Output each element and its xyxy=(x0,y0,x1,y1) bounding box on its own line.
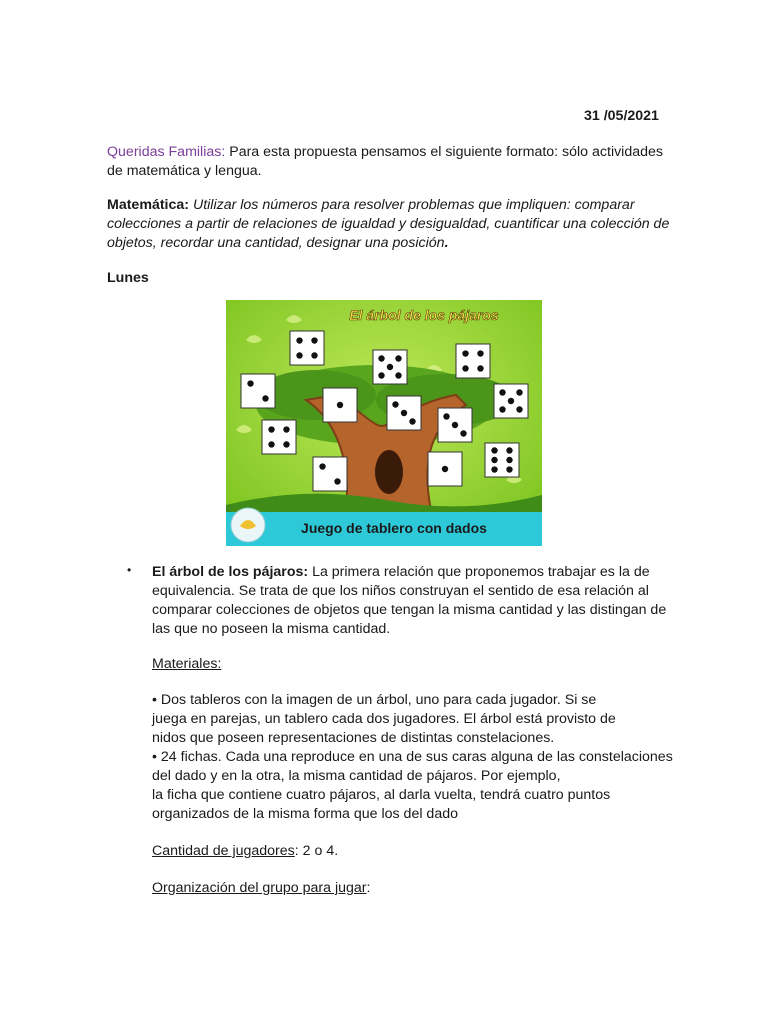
board-game-image xyxy=(226,300,542,546)
materials-line-4: • 24 fichas. Cada una reproduce en una de sus caras alguna de las constelaciones xyxy=(152,749,673,765)
organization-label: Organización del grupo para jugar xyxy=(152,880,367,896)
die-4 xyxy=(290,331,324,365)
materials-line-1: • Dos tableros con la imagen de un árbol, uno para cada jugador. Si se xyxy=(152,692,597,708)
players-line xyxy=(152,842,338,861)
day-heading: Lunes xyxy=(107,270,149,286)
board-title: El árbol de los pájaros xyxy=(349,307,499,323)
bullet-icon: • xyxy=(127,563,132,577)
document-date: 31 /05/2021 xyxy=(584,108,659,124)
materials-heading: Materiales: xyxy=(152,656,222,672)
game-title: El árbol de los pájaros: xyxy=(152,564,309,580)
math-text-1: Utilizar los números para resolver problemas que impliquen: comparar xyxy=(192,197,635,213)
materials-line-7: organizados de la misma forma que los del dado xyxy=(152,806,458,822)
organization-line: Organización del grupo para jugar: xyxy=(152,880,371,896)
materials-line-5: del dado y en la otra, la misma cantidad de pájaros. Por ejemplo, xyxy=(152,768,561,784)
die-1 xyxy=(323,388,357,422)
die-4 xyxy=(262,420,296,454)
game-text-1: La primera relación que proponemos trabajar es la de xyxy=(312,564,650,580)
die-2 xyxy=(313,457,347,491)
game-line-4: las que no poseen la misma cantidad. xyxy=(152,621,391,637)
intro-text: Para esta propuesta pensamos el siguiente formato: sólo actividades xyxy=(229,144,663,160)
math-line-3: objetos, recordar una cantidad, designar una posición. xyxy=(107,235,449,251)
players-value: : 2 o 4. xyxy=(294,843,339,859)
die-3 xyxy=(387,396,421,430)
die-5 xyxy=(373,350,407,384)
game-line-2: equivalencia. Se trata de que los niños construyan el sentido de esa relación al xyxy=(152,583,649,599)
game-line-1 xyxy=(152,563,650,582)
materials-line-6: la ficha que contiene cuatro pájaros, al darla vuelta, tendrá cuatro puntos xyxy=(152,787,611,803)
die-6 xyxy=(485,443,519,477)
die-5 xyxy=(494,384,528,418)
die-4 xyxy=(456,344,490,378)
intro-label: Queridas Familias: xyxy=(107,144,226,160)
tree-hollow xyxy=(375,450,403,494)
die-3 xyxy=(438,408,472,442)
intro-line-1 xyxy=(107,143,663,162)
materials-line-3: nidos que poseen representaciones de distintas constelaciones. xyxy=(152,730,555,746)
intro-line-2: de matemática y lengua. xyxy=(107,163,262,179)
math-line-2: colecciones a partir de relaciones de igualdad y desigualdad, cuantificar una colección de xyxy=(107,216,670,232)
board-illustration xyxy=(226,300,542,546)
die-2 xyxy=(241,374,275,408)
die-1 xyxy=(428,452,462,486)
materials-label: Materiales xyxy=(152,656,218,672)
game-line-3: comparar colecciones de objetos que tengan la misma cantidad y las distingan de xyxy=(152,602,667,618)
materials-line-2: juega en parejas, un tablero cada dos jugadores. El árbol está provisto de xyxy=(152,711,616,727)
players-label: Cantidad de jugadores xyxy=(152,843,295,859)
math-line-1 xyxy=(107,196,635,215)
math-text-3: objetos, recordar una cantidad, designar una posición xyxy=(107,235,445,251)
math-label: Matemática: xyxy=(107,197,190,213)
board-caption: Juego de tablero con dados xyxy=(301,520,487,536)
